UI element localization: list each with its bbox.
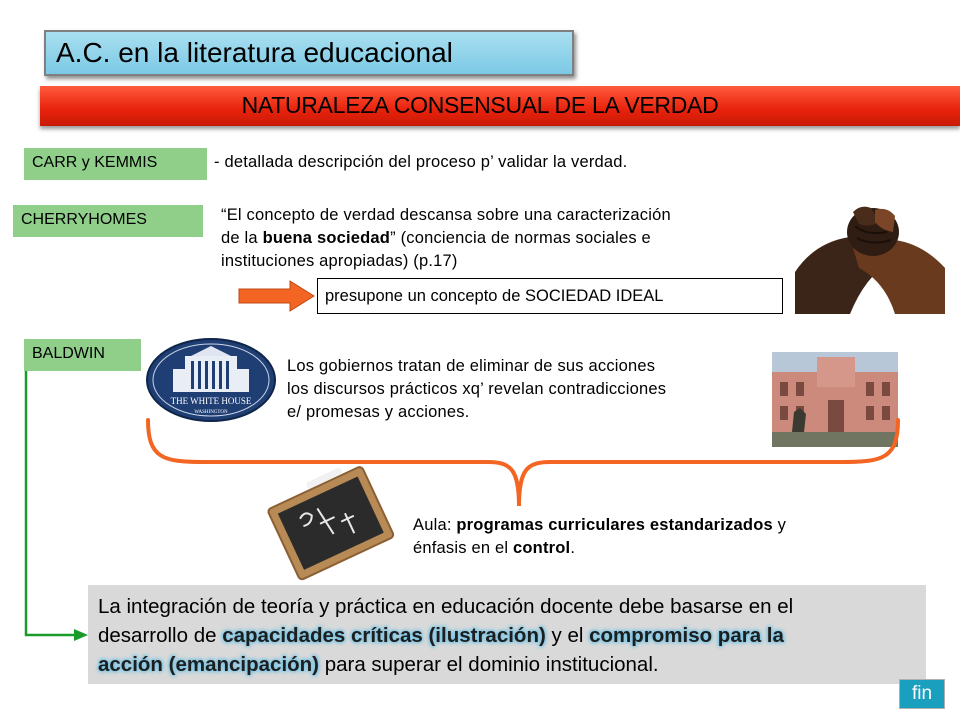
- aula-prefix: Aula:: [413, 516, 457, 534]
- conclusion-line-1: La integración de teoría y práctica en educación docente debe basarse en el: [98, 595, 794, 618]
- quote-text: ” (conciencia de normas sociales e: [390, 229, 651, 247]
- conclusion-text-run: y el: [545, 624, 590, 647]
- carr-kemmis-text: - detallada descripción del proceso p’ validar la verdad.: [214, 153, 628, 171]
- cherryholmes-quote: [221, 204, 671, 273]
- quote-text: de la: [221, 229, 263, 247]
- page-title: A.C. en la literatura educacional: [56, 37, 453, 68]
- baldwin-line-3: e/ promesas y acciones.: [287, 403, 470, 421]
- conclusion-line-3: [98, 650, 924, 679]
- aula-emphasis: control: [513, 539, 571, 557]
- conclusion-text-run: desarrollo de: [98, 624, 223, 647]
- connector-line: [22, 371, 94, 641]
- baldwin-text: [287, 355, 666, 424]
- conclusion-highlight: acción (emancipación): [98, 653, 320, 676]
- conclusion-text-run: para superar el dominio institucional.: [319, 653, 659, 676]
- aula-prefix: énfasis en el: [413, 539, 514, 557]
- baldwin-line-2: los discursos prácticos xq’ revelan contradicciones: [287, 380, 667, 398]
- aula-line-1: [413, 514, 786, 537]
- ideal-society-box: presupone un concepto de SOCIEDAD IDEAL: [317, 278, 783, 314]
- quote-line-2: [221, 227, 671, 250]
- aula-suffix: y: [772, 516, 787, 534]
- author-label-cherryholmes: CHERRYHOMES: [13, 205, 203, 237]
- conclusion-text: [98, 592, 924, 679]
- baldwin-line-1: Los gobiernos tratan de eliminar de sus acciones: [287, 357, 656, 375]
- aula-text: [413, 514, 786, 560]
- author-label-baldwin: BALDWIN: [24, 339, 141, 371]
- conclusion-highlight: compromiso para la: [589, 624, 784, 647]
- quote-emphasis: buena sociedad: [262, 229, 391, 247]
- handshake-image: [795, 202, 945, 314]
- quote-line-3: instituciones apropiadas) (p.17): [221, 252, 458, 270]
- banner-title: NATURALEZA CONSENSUAL DE LA VERDAD: [241, 92, 719, 118]
- arrow-right-icon: [236, 278, 318, 314]
- chalkboard-image: [255, 465, 403, 583]
- aula-suffix: .: [570, 539, 576, 557]
- quote-line-1: “El concepto de verdad descansa sobre una caracterización: [221, 206, 671, 224]
- svg-text:WASHINGTON: WASHINGTON: [194, 410, 228, 415]
- svg-text:THE WHITE HOUSE: THE WHITE HOUSE: [170, 396, 252, 406]
- author-label-carr-kemmis: CARR y KEMMIS: [24, 148, 207, 180]
- conclusion-line-2: [98, 621, 924, 650]
- fin-button[interactable]: fin: [899, 679, 945, 709]
- aula-line-2: [413, 537, 786, 560]
- seal-caption: [145, 393, 277, 417]
- conclusion-highlight: capacidades críticas (ilustración): [222, 624, 546, 647]
- aula-emphasis: programas curriculares estandarizados: [456, 516, 773, 534]
